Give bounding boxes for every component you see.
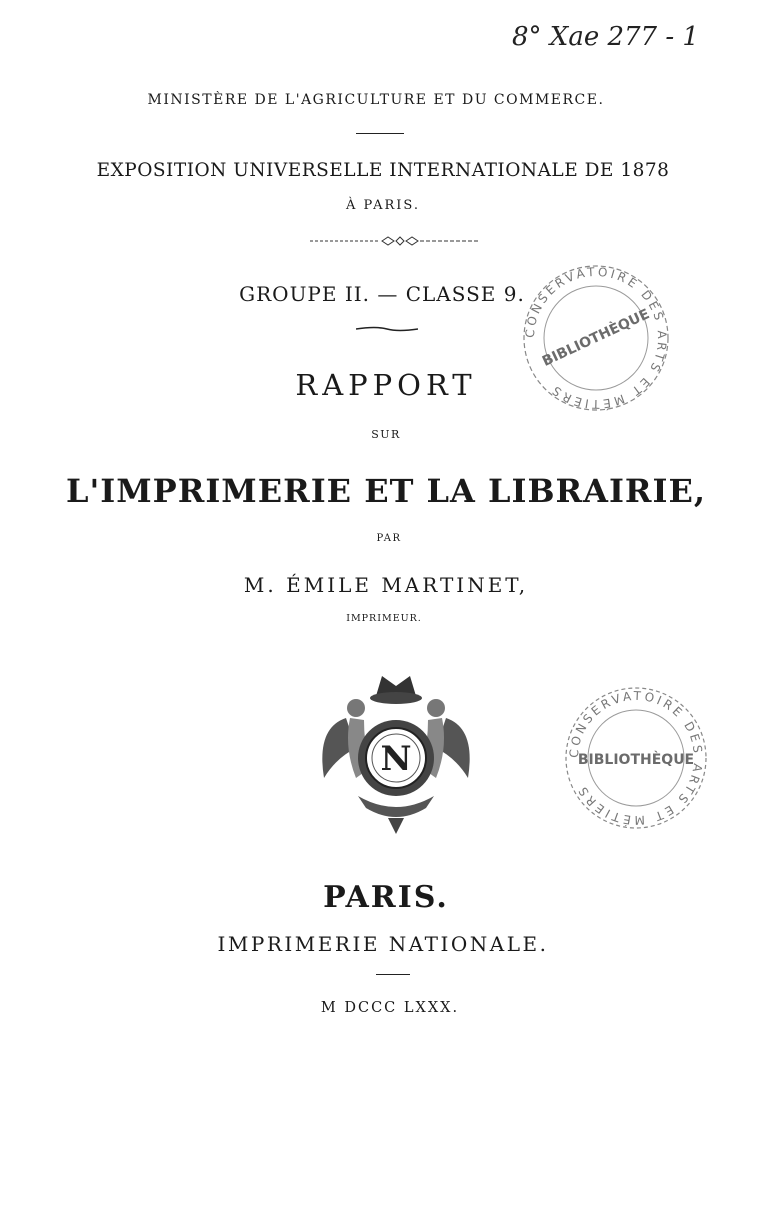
shelfmark-handwriting: 8° Xae 277 - 1: [512, 22, 699, 52]
stamp-bottom-ring-text: CONSERVATOIRE DES ARTS ET MÉTIERS: [566, 688, 706, 828]
report-title: RAPPORT: [295, 368, 477, 402]
ministry-line: MINISTÈRE DE L'AGRICULTURE ET DU COMMERCE.: [147, 92, 605, 108]
stamp-top-center-text: BIBLIOTHÈQUE: [539, 306, 653, 370]
publisher-line: IMPRIMERIE NATIONALE.: [217, 932, 549, 956]
stamp-bottom-center-text: BIBLIOTHÈQUE: [577, 752, 695, 768]
ornament-rule: [310, 234, 480, 248]
rule-1: [356, 133, 404, 134]
library-stamp-bottom: [562, 684, 710, 832]
small-ornament: [356, 324, 418, 334]
author-line: M. ÉMILE MARTINET,: [243, 573, 529, 597]
subject-line: L'IMPRIMERIE ET LA LIBRAIRIE,: [65, 472, 707, 510]
author-role: IMPRIMEUR.: [346, 613, 422, 624]
sur-line: SUR: [371, 428, 401, 441]
city-line: À PARIS.: [346, 198, 420, 213]
rule-2: [376, 974, 410, 975]
emblem-monogram: N: [380, 739, 412, 779]
exposition-line: EXPOSITION UNIVERSELLE INTERNATIONALE DE 1878: [96, 160, 670, 181]
library-stamp-top: [516, 264, 676, 412]
imperial-emblem: [316, 668, 476, 838]
group-class-line: GROUPE II. — CLASSE 9.: [239, 282, 525, 306]
stamp-top-ring-text: CONSERVATOIRE DES ARTS ET MÉTIERS: [522, 264, 670, 412]
place-line: PARIS.: [323, 880, 449, 915]
par-line: PAR: [376, 533, 402, 544]
date-line: M DCCC LXXX.: [320, 1000, 460, 1016]
